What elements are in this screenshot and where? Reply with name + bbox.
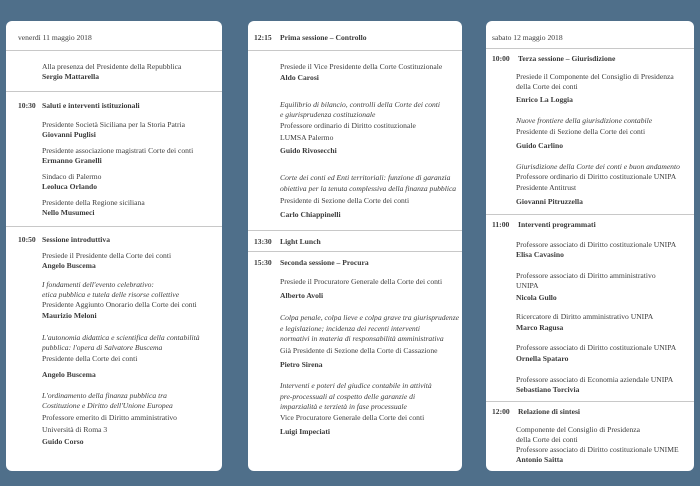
speaker-name: Pietro Sirena (280, 360, 323, 369)
day-date: venerdì 11 maggio 2018 (18, 33, 92, 42)
session-title: Terza sessione – Giurisdizione (518, 54, 616, 63)
session-time: 12:00 (492, 407, 510, 416)
session-title: Seconda sessione – Procura (280, 258, 369, 267)
presence-name: Sergio Mattarella (42, 72, 100, 81)
chair-name: Aldo Carosi (280, 73, 319, 82)
talk-title: pre-processuali al cospetto delle garanzie di (280, 392, 416, 401)
speaker-name: Guido Carlino (516, 141, 564, 150)
speaker-role: Presidente della Regione siciliana (42, 198, 145, 207)
talk-title: etica pubblica e tutela delle risorse collettive (42, 290, 180, 299)
divider (486, 48, 694, 49)
chair-name: Enrico La Loggia (516, 95, 573, 104)
program-panel-day1 (6, 21, 222, 471)
speaker-role: LUMSA Palermo (280, 133, 334, 142)
divider (6, 91, 222, 92)
session-title: Prima sessione – Controllo (280, 33, 367, 42)
speaker-role: Presidente Antitrust (516, 183, 577, 192)
divider (248, 230, 462, 231)
session-time: 12:15 (254, 33, 272, 42)
talk-title: I fondamenti dell'evento celebrativo: (42, 280, 154, 289)
speaker-role: Componente del Consiglio di Presidenza (516, 425, 641, 434)
talk-title: Costituzione e Diritto dell'Unione Europea (42, 401, 173, 410)
session-time: 11:00 (492, 220, 510, 229)
divider (248, 251, 462, 252)
talk-title: Equilibrio di bilancio, controlli della Corte dei conti (280, 100, 441, 109)
speaker-role: Professore associato di Diritto costituzionale UNIPA (516, 240, 677, 249)
speaker-name: Nello Musumeci (42, 208, 95, 217)
speaker-role: Presidente associazione magistrati Corte dei conti (42, 146, 194, 155)
talk-title: Giurisdizione della Corte dei conti e buon andamento (516, 162, 680, 171)
chair-role: della Corte dei conti (516, 82, 578, 91)
session-time: 10:00 (492, 54, 510, 63)
program-panel-day1-afternoon (248, 21, 462, 471)
chair-role: Presiede il Vice Presidente della Corte Costituzionale (280, 62, 443, 71)
chair-name: Angelo Buscema (42, 261, 96, 270)
talk-title: L'autonomia didattica e scientifica della contabilità (42, 333, 200, 342)
talk-title: Corte dei conti ed Enti territoriali: funzione di garanzia (280, 173, 451, 182)
talk-title: pubblica: l'opera di Salvatore Buscema (42, 343, 163, 352)
session-time: 13:30 (254, 237, 272, 246)
talk-title: e giurisprudenza costituzionale (280, 110, 376, 119)
talk-title: L'ordinamento della finanza pubblica tra (42, 391, 167, 400)
speaker-role: Sindaco di Palermo (42, 172, 102, 181)
chair-role: Presiede il Procuratore Generale della Corte dei conti (280, 277, 443, 286)
speaker-role: Professore associato di Diritto costituzionale UNIME (516, 445, 679, 454)
speaker-role: Professore emerito di Diritto amministrativo (42, 413, 177, 422)
speaker-name: Nicola Gullo (516, 293, 557, 302)
speaker-name: Giovanni Pitruzzella (516, 197, 583, 206)
speaker-name: Maurizio Meloni (42, 311, 97, 320)
speaker-role: Presidente di Sezione della Corte dei conti (516, 127, 646, 136)
divider (6, 226, 222, 227)
session-time: 10:50 (18, 235, 36, 244)
speaker-role: Professore associato di Economia aziendale UNIPA (516, 375, 674, 384)
session-title: Interventi programmati (518, 220, 596, 229)
speaker-name: Sebastiano Torcivia (516, 385, 580, 394)
talk-title: e legislazione; incidenza dei recenti interventi (280, 324, 420, 333)
speaker-name: Leoluca Orlando (42, 182, 98, 191)
program-panel-day2 (486, 21, 694, 471)
speaker-role: Presidente Società Siciliana per la Storia Patria (42, 120, 185, 129)
day-date: sabato 12 maggio 2018 (492, 33, 563, 42)
session-title: Light Lunch (280, 237, 321, 246)
talk-title: Colpa penale, colpa lieve e colpa grave tra giurisprudenze (280, 313, 460, 322)
speaker-role: Ricercatore di Diritto amministrativo UNIPA (516, 312, 654, 321)
speaker-name: Guido Corso (42, 437, 84, 446)
chair-name: Alberto Avoli (280, 291, 324, 300)
talk-title: obiettiva per la tenuta complessiva della finanza pubblica (280, 184, 457, 193)
speaker-name: Antonio Saitta (516, 455, 564, 464)
talk-title: normativi in materia di responsabilità amministrativa (280, 334, 444, 343)
divider (486, 214, 694, 215)
talk-title: Interventi e poteri del giudice contabile in attività (280, 381, 432, 390)
chair-role: Presiede il Presidente della Corte dei conti (42, 251, 172, 260)
speaker-name: Ornella Spataro (516, 354, 569, 363)
speaker-name: Giovanni Puglisi (42, 130, 96, 139)
session-time: 15:30 (254, 258, 272, 267)
talk-title: imparzialità e terzietà in fase processuale (280, 402, 407, 411)
session-title: Saluti e interventi istituzionali (42, 101, 140, 110)
divider (6, 50, 222, 51)
presence-text: Alla presenza del Presidente della Repubblica (42, 62, 182, 71)
divider (486, 401, 694, 402)
speaker-name: Carlo Chiappinelli (280, 210, 341, 219)
speaker-role: Presidente di Sezione della Corte dei conti (280, 196, 410, 205)
speaker-role: Vice Procuratore Generale della Corte dei conti (280, 413, 425, 422)
speaker-role: della Corte dei conti (516, 435, 578, 444)
divider (248, 50, 462, 51)
chair-role: Presiede il Componente del Consiglio di Presidenza (516, 72, 674, 81)
session-title: Sessione introduttiva (42, 235, 111, 244)
speaker-role: UNIPA (516, 281, 539, 290)
speaker-role: Università di Roma 3 (42, 425, 108, 434)
speaker-role: Presidente Aggiunto Onorario della Corte dei conti (42, 300, 197, 309)
session-time: 10:30 (18, 101, 36, 110)
speaker-name: Guido Rivosecchi (280, 146, 337, 155)
speaker-name: Elisa Cavasino (516, 250, 564, 259)
speaker-role: Professore ordinario di Diritto costituzionale UNIPA (516, 172, 677, 181)
speaker-role: Già Presidente di Sezione della Corte di Cassazione (280, 346, 438, 355)
talk-title: Nuove frontiere della giurisdizione contabile (516, 116, 653, 125)
speaker-name: Ermanno Granelli (42, 156, 102, 165)
speaker-name: Luigi Impeciati (280, 427, 330, 436)
speaker-role: Professore ordinario di Diritto costituzionale (280, 121, 416, 130)
speaker-role: Professore associato di Diritto costituzionale UNIPA (516, 343, 677, 352)
speaker-role: Professore associato di Diritto amministrativo (516, 271, 656, 280)
speaker-name: Marco Ragusa (516, 323, 564, 332)
speaker-role: Presidente della Corte dei conti (42, 354, 138, 363)
speaker-name: Angelo Buscema (42, 370, 96, 379)
session-title: Relazione di sintesi (518, 407, 581, 416)
